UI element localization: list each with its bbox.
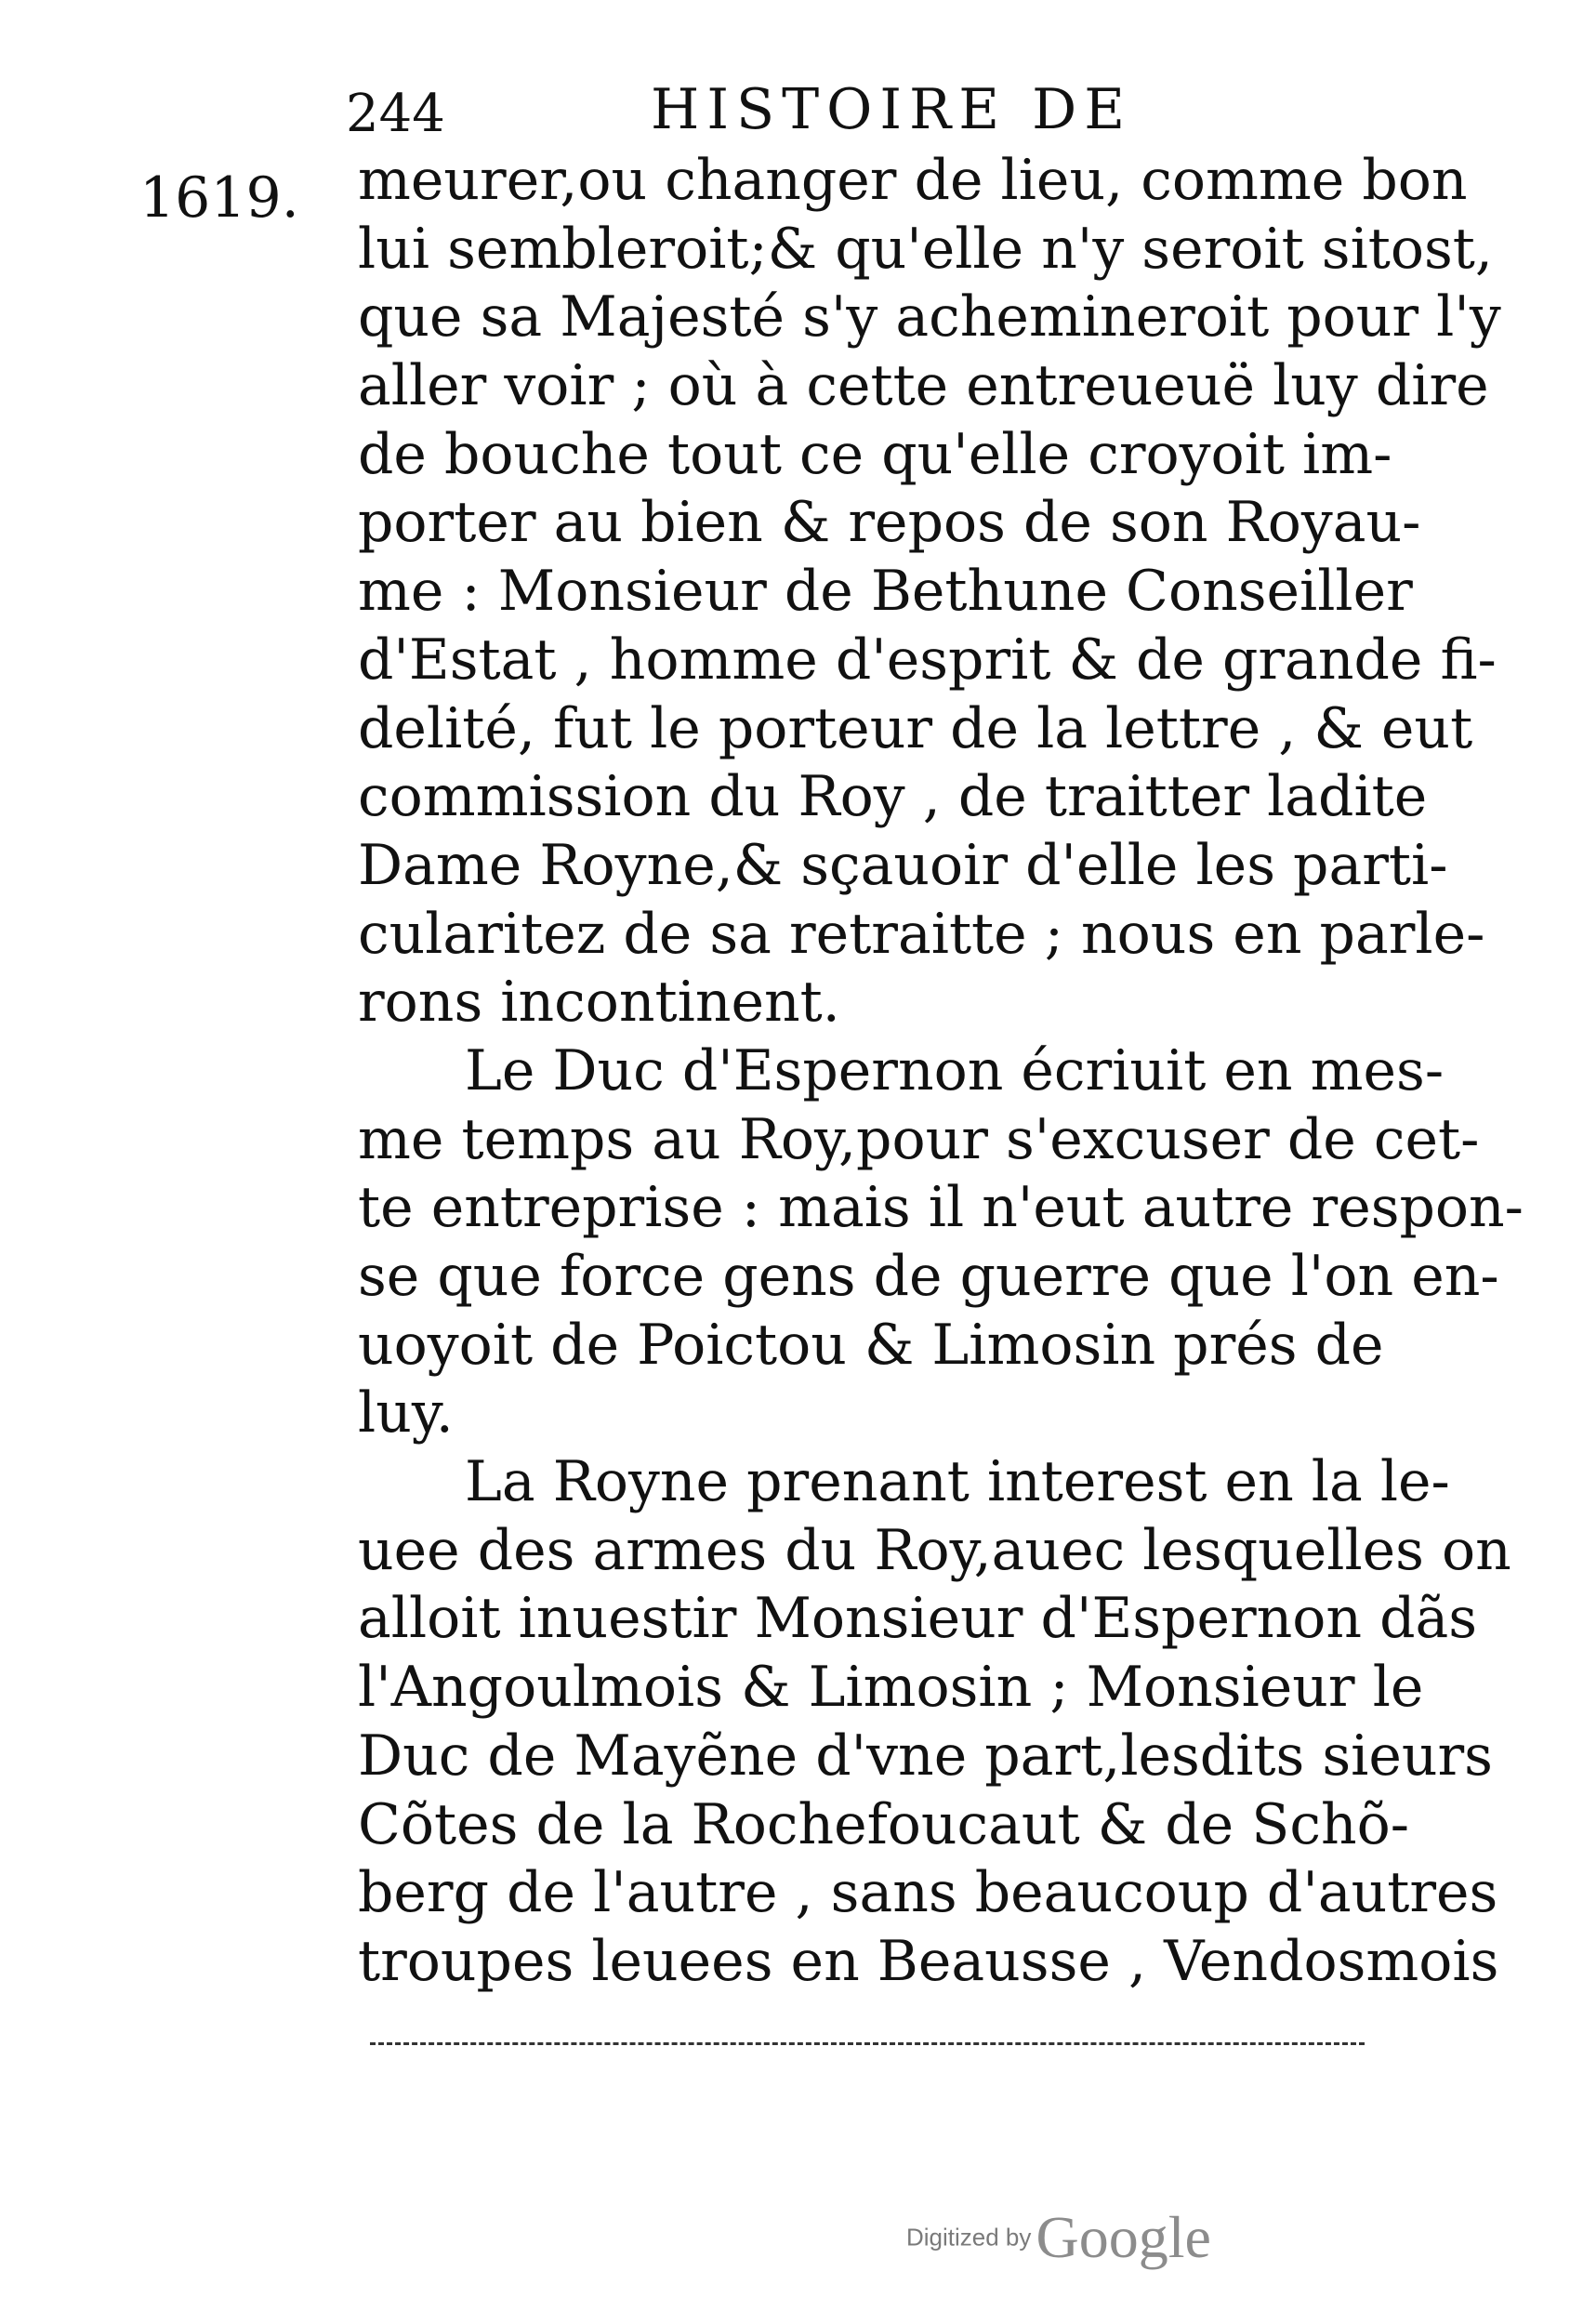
running-head: HISTOIRE DE: [651, 77, 1132, 142]
text-line: cularitez de sa retraitte ; nous en parle-: [358, 901, 1485, 967]
text-line: La Royne prenant interest en la le-: [465, 1449, 1450, 1515]
bottom-rule: [370, 2042, 1365, 2045]
text-line: commission du Roy , de traitter ladite: [358, 764, 1428, 830]
text-line: berg de l'autre , sans beaucoup d'autres: [358, 1860, 1498, 1926]
text-line: se que force gens de guerre que l'on en-: [358, 1244, 1499, 1309]
text-line: meurer,ou changer de lieu, comme bon: [358, 148, 1468, 213]
text-line: de bouche tout ce qu'elle croyoit im-: [358, 421, 1392, 487]
text-line: alloit inuestir Monsieur d'Espernon dãs: [358, 1586, 1478, 1652]
google-logo: Google: [1036, 2204, 1211, 2270]
text-line: que sa Majesté s'y achemineroit pour l'y: [358, 284, 1501, 350]
paragraph-1: [358, 147, 1501, 1037]
text-line: me temps au Roy,pour s'excuser de cet-: [358, 1106, 1480, 1172]
margin-year-note: 1619.: [139, 165, 299, 231]
digitized-label: Digitized by: [906, 2223, 1032, 2251]
paragraph-3: [358, 1448, 1511, 1997]
text-line: luy.: [358, 1380, 454, 1446]
body-text: [358, 147, 1524, 1997]
text-line: d'Estat , homme d'esprit & de grande fi-: [358, 627, 1497, 693]
text-line: l'Angoulmois & Limosin ; Monsieur le: [358, 1655, 1424, 1721]
text-line: Duc de Mayẽne d'vne part,lesdits sieurs: [358, 1723, 1493, 1789]
page-number: 244: [346, 84, 445, 144]
text-line: porter au bien & repos de son Royau-: [358, 490, 1421, 556]
text-line: me : Monsieur de Bethune Conseiller: [358, 559, 1413, 625]
text-line: rons incontinent.: [358, 970, 840, 1036]
paragraph-2: [358, 1037, 1524, 1448]
text-line: lui sembleroit;& qu'elle n'y seroit sitost,: [358, 216, 1493, 282]
digitized-watermark: [906, 2203, 1211, 2272]
text-line: Cõtes de la Rochefoucaut & de Schõ-: [358, 1791, 1409, 1857]
text-line: troupes leuees en Beausse , Vendosmois: [358, 1928, 1499, 1994]
text-line: te entreprise : mais il n'eut autre respon-: [358, 1175, 1524, 1241]
text-line: aller voir ; où à cette entreueuë luy dire: [358, 353, 1489, 419]
text-line: Le Duc d'Espernon écriuit en mes-: [465, 1037, 1445, 1103]
text-line: uee des armes du Roy,auec lesquelles on: [358, 1517, 1511, 1583]
text-line: uoyoit de Poictou & Limosin prés de: [358, 1312, 1384, 1378]
text-line: Dame Royne,& sçauoir d'elle les parti-: [358, 832, 1448, 898]
text-line: delité, fut le porteur de la lettre , & eut: [358, 695, 1473, 761]
